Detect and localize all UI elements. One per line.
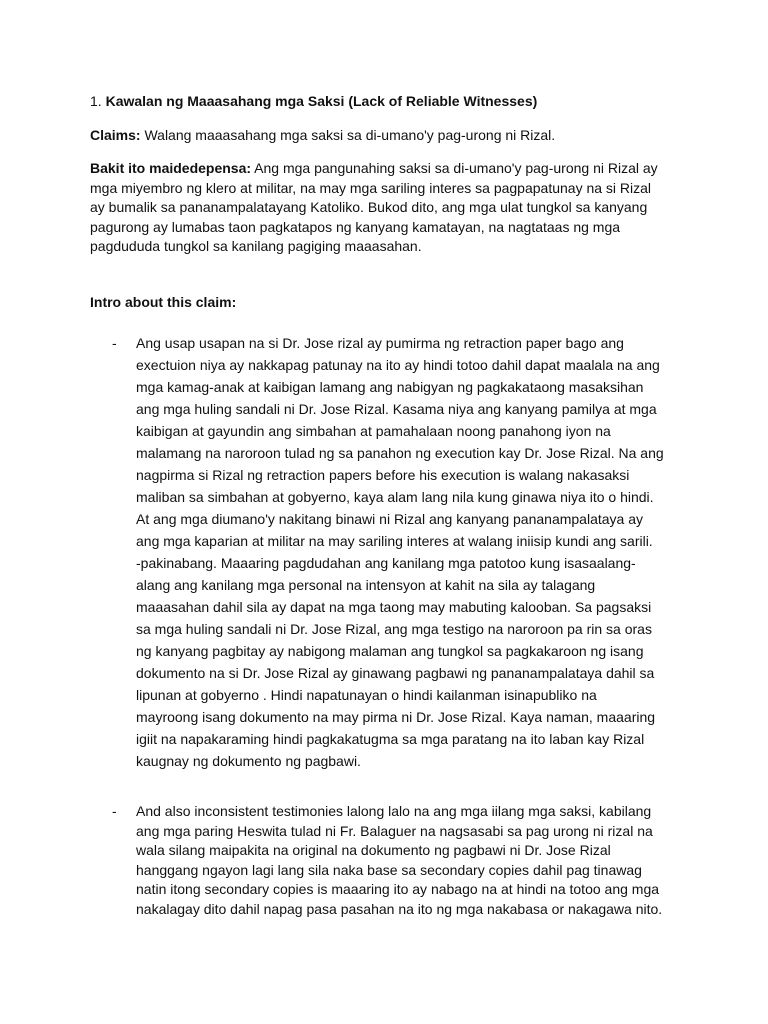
defense-line: pagdududa tungkol sa kanilang pagiging maaasahan. <box>90 238 422 254</box>
bullet-line: wala silang maipakita na original na dokumento ng pagbawi ni Dr. Jose Rizal <box>136 842 611 858</box>
bullet-line: -pakinabang. Maaaring pagdudahan ang kanilang mga patotoo kung isasaalang- <box>136 555 636 571</box>
claims-paragraph <box>90 126 690 146</box>
bullet-line: ng kanyang pagbitay ay nabigong malaman ang tungkol sa pagkakaroon ng isang <box>136 643 644 659</box>
bullet-line: ang mga paring Heswita tulad ni Fr. Balaguer na nagsasabi sa pag urong ni rizal na <box>136 822 653 839</box>
bullet-line: mayroong isang dokumento na may pirma ni Dr. Jose Rizal. Kaya naman, maaaring <box>136 709 656 725</box>
bullet-line: And also inconsistent testimonies lalong lalo na ang mga iilang mga saksi, kabilang <box>136 803 652 819</box>
document-page <box>90 92 690 919</box>
bullet-line: hanggang ngayon lagi lang sila naka base sa secondary copies dahil pag tinawag <box>136 861 642 878</box>
defense-text: Ang mga pangunahing saksi sa di-umano'y pag-urong ni Rizal ay <box>254 160 658 176</box>
bullet-line: nakalagay dito dahil napag pasa pasahan na ito ng mga nakabasa or nakagawa nito. <box>136 900 663 917</box>
section-number: 1. <box>90 93 102 109</box>
defense-line: mga miyembro ng klero at militar, na may mga sariling interes sa pagpapatunay na si Rizal <box>90 179 652 196</box>
defense-line: ay bumalik sa pananampalatayang Katoliko. Bukod dito, ang mga ulat tungkol sa kanyang <box>90 199 648 215</box>
bullet-line: ang mga kaparian at militar na may sariling interes at walang iniisip kundi ang sarili. <box>136 533 653 549</box>
defense-line <box>90 159 690 179</box>
bullet-line: ang mga huling sandali ni Dr. Jose Rizal. Kasama niya ang kanyang pamilya at mga <box>136 401 657 417</box>
defense-paragraph <box>90 159 690 257</box>
bullet-line: At ang mga diumano'y nakitang binawi ni Rizal ang kanyang pananampalataya ay <box>136 511 644 527</box>
bullet-line: maaasahan dahil sila ay dapat na mga taong may mabuting kalooban. Sa pagsaksi <box>136 599 652 615</box>
bullet-marker: - <box>112 803 117 819</box>
claims-label: Claims: <box>90 126 141 143</box>
section-heading <box>90 92 690 112</box>
defense-line: pagurong ay lumabas taon pagkatapos ng kanyang kamatayan, na nagtataas ng mga <box>90 218 621 235</box>
bullet-line: dokumento na si Dr. Jose Rizal ay ginawang pagbawi ng pananampalataya dahil sa <box>136 665 655 681</box>
bullet-line: lipunan at gobyerno . Hindi napatunayan o hindi kailanman isinapubliko na <box>136 687 597 703</box>
bullet-line: kaibigan at gayundin ang simbahan at pamahalaan noong panahong iyon na <box>136 423 611 439</box>
bullet-item <box>90 802 690 919</box>
bullet-line: igiit na napakaraming hindi pagkakatugma sa mga paratang na ito laban kay Rizal <box>136 731 645 747</box>
bullet-item <box>90 332 690 772</box>
claims-text: Walang maaasahang mga saksi sa di-umano'y pag-urong ni Rizal. <box>144 126 556 143</box>
bullet-line: alang ang kanilang mga personal na intensyon at kahit na sila ay talagang <box>136 577 596 593</box>
bullet-line: Ang usap usapan na si Dr. Jose rizal ay pumirma ng retraction paper bago ang <box>136 335 624 351</box>
defense-label: Bakit ito maidedepensa: <box>90 160 252 176</box>
bullet-line: exectuion niya ay nakkapag patunay na ito ay hindi totoo dahil dapat maalala na ang <box>136 357 660 373</box>
intro-heading: Intro about this claim: <box>90 293 237 310</box>
bullet-line: natin itong secondary copies is maaaring ito ay nabago na at hindi na totoo ang mga <box>136 881 660 897</box>
bullet-line: mga kamag-anak at kaibigan lamang ang nabigyan ng pagkakataong masaksihan <box>136 379 644 395</box>
bullet-line: maliban sa simbahan at gobyerno, kaya alam lang nila kung ginawa niya ito o hindi. <box>136 489 654 505</box>
bullet-line: malamang na naroroon tulad ng sa panahon ng execution kay Dr. Jose Rizal. Na ang <box>136 445 664 461</box>
bullet-line: nagpirma si Rizal ng retraction papers before his execution is walang nakasaksi <box>136 467 630 483</box>
bullet-line: kaugnay ng dokumento ng pagbawi. <box>136 753 361 769</box>
section-title: Kawalan ng Maaasahang mga Saksi (Lack of Reliable Witnesses) <box>105 93 538 109</box>
bullet-line: sa mga huling sandali ni Dr. Jose Rizal, ang mga testigo na naroroon pa rin sa oras <box>136 621 652 637</box>
bullet-marker: - <box>112 335 117 351</box>
